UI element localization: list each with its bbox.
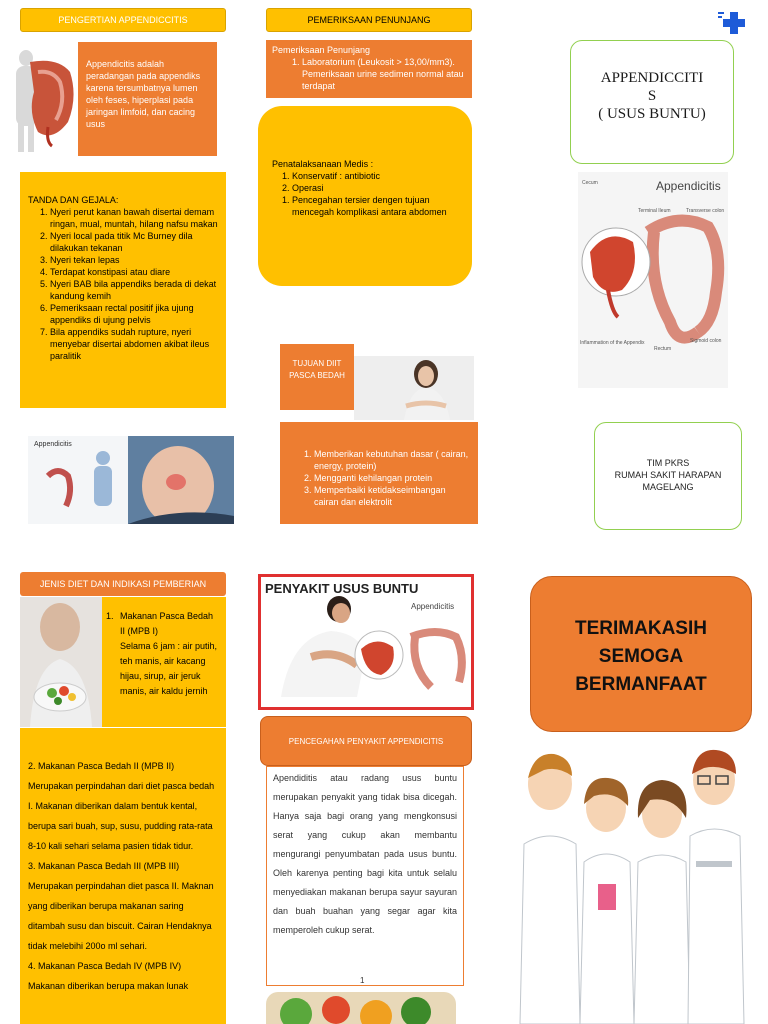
salad-woman-image [20, 597, 102, 727]
mgmt-item: 2. Operasi [292, 182, 458, 194]
page-number: 1 [360, 976, 365, 985]
poster-title: PENYAKIT USUS BUNTU [265, 581, 419, 596]
exam-item: 1. Laboratorium (Leukosit > 13,00/mm3). Pemeriksaan urine sedimen normal atau terdapat [302, 56, 466, 92]
colon-label-transverse: Transverse colon [686, 208, 725, 214]
exam-title: Pemeriksaan Penunjang [272, 45, 371, 55]
mgmt-title: Penatalaksanaan Medis : [272, 159, 374, 169]
mpb1-desc: Selama 6 jam : air putih, teh manis, air kacang hijau, sirup, air jeruk manis, air kaldu jernih [120, 641, 218, 696]
poster-label: Appendicitis [411, 602, 455, 611]
prevention-text-box [266, 766, 464, 986]
thanks-line-3: BERMANFAAT [575, 674, 707, 695]
definition-header: PENGERTIAN APPENDICCITIS [20, 8, 226, 32]
symptom-item: 1. Nyeri perut kanan bawah disertai demam ringan, mual, muntah, hilang nafsu makan [50, 206, 218, 230]
title-line-3: ( USUS BUNTU) [598, 106, 706, 122]
colon-label-rectum: Rectum [654, 346, 672, 352]
symptom-item: 6. Pemeriksaan rectal positif jika ujung appendiks di ujung pelvis [50, 302, 218, 326]
mgmt-list [272, 170, 458, 194]
prevention-text: Apendiditis atau radang usus buntu merupakan penyakit yang tidak bisa dicegah. Hanya saja bagi orang yang mengkonsusi serat yang cukup akan membantu mengurangi penyumbatan pada usus buntu. Oleh karenya penting bagi kita untuk selalu menyediakan makanan berupa sayur sayuran dan buah buahan yang segar agar kita memperoleh cukup serat. [273, 773, 457, 935]
diet-stage-title: 2. Makanan Pasca Bedah II (MPB II) [28, 761, 175, 771]
definition-text: Appendicitis adalah peradangan pada appendiks karena tersumbatnya lumen oleh feses, hiperplasi pada jaringan limfoid, dan cacing usus [86, 59, 201, 129]
colon-label-cecum: Cecum [582, 180, 598, 186]
title-line-2: S [647, 88, 657, 104]
diet-stage-title: 4. Makanan Pasca Bedah IV (MPB IV) [28, 961, 182, 971]
mpb1-box [102, 597, 226, 727]
team-line-2: RUMAH SAKIT HARAPAN [614, 470, 722, 480]
team-line-3: MAGELANG [642, 482, 694, 492]
thanks-line-2: SEMOGA [598, 646, 684, 667]
vegetables-image [266, 992, 456, 1024]
diet-stage-desc: Makanan diberikan berupa makan lunak [28, 981, 189, 991]
symptom-item: 3. Nyeri tekan lepas [50, 254, 218, 266]
colon-label-sigmoid: Sigmoid colon [690, 338, 722, 344]
diet-stages-box [20, 728, 226, 1024]
diet-goal-item: 2. Mengganti kehilangan protein [314, 472, 470, 484]
symptoms-title: TANDA DAN GEJALA: [28, 195, 119, 205]
definition-box [78, 42, 217, 156]
woman-stomach-pain-image [354, 356, 474, 420]
usus-buntu-poster [258, 574, 474, 710]
symptom-item: 7. Bila appendiks sudah rupture, nyeri menyebar disertai abdomen akibat ileus paralitik [50, 326, 218, 362]
diet-goal-item: 1. Memberikan kebutuhan dasar ( cairan, energy, protein) [314, 448, 470, 472]
abdomen-pain-image [28, 436, 234, 524]
colon-label-inflammation: Inflammation of the Appendix [580, 340, 645, 346]
colon-label-terminal-ileum: Terminal Ileum [638, 208, 671, 214]
mgmt-prevention-item: 1. Pencegahan tersier dengen tujuan mencegah komplikasi antara abdomen [292, 194, 458, 218]
colon-diagram-title: Appendicitis [656, 179, 721, 193]
diet-goal-header [280, 344, 354, 410]
mgmt-item: 1. Konservatif : antibiotic [292, 170, 458, 182]
colon-diagram-image [578, 172, 728, 388]
appendix-anatomy-image [8, 42, 78, 154]
exam-box [266, 40, 472, 98]
symptom-item: 5. Nyeri BAB bila appendiks berada di dekat kandung kemih [50, 278, 218, 302]
title-line-1: APPENDICCITI [600, 70, 704, 86]
mpb1-title: Makanan Pasca Bedah II (MPB I) [120, 611, 214, 636]
diet-goals-box [280, 422, 478, 524]
hospital-logo [714, 8, 750, 36]
exam-list [272, 56, 466, 92]
mpb1-item: 1. Makanan Pasca Bedah II (MPB I) Selama 6 jam : air putih, teh manis, air kacang hijau, sirup, air jeruk manis, air kaldu jernih [106, 609, 220, 699]
brochure-title-box [570, 40, 734, 164]
abdomen-image-label: Appendicitis [34, 441, 72, 448]
thanks-box [530, 576, 752, 732]
medical-management-box [258, 106, 472, 286]
symptom-item: 2. Nyeri local pada titik Mc Burney dila dilakukan tekanan [50, 230, 218, 254]
team-box [594, 422, 742, 530]
mgmt-prevention-list [272, 194, 458, 218]
diet-types-header: JENIS DIET DAN INDIKASI PEMBERIAN [20, 572, 226, 596]
thanks-line-1: TERIMAKASIH [575, 618, 707, 639]
medical-team-illustration [514, 744, 746, 1024]
diet-stage-desc: Merupakan perpindahan diet pasca II. Maknan yang diberikan berupa makanan saring ditambah susu dan biscuit. Cairan Hendaknya tidak melebihi 200o ml sehari. [28, 881, 214, 951]
symptoms-box [20, 172, 226, 408]
diet-goal-title: TUJUAN DIIT PASCA BEDAH [289, 359, 345, 380]
diet-stage-title: 3. Makanan Pasca Bedah III (MPB III) [28, 861, 180, 871]
symptom-item: 4. Terdapat konstipasi atau diare [50, 266, 218, 278]
exam-header: PEMERIKSAAN PENUNJANG [266, 8, 472, 32]
diet-goal-item: 3. Memperbaiki ketidakseimbangan cairan dan elektrolit [314, 484, 470, 508]
diet-goals-list [288, 448, 470, 508]
prevention-header: PENCEGAHAN PENYAKIT APPENDICITIS [260, 716, 472, 766]
team-line-1: TIM PKRS [646, 458, 690, 468]
symptoms-list [28, 206, 218, 362]
diet-stage-desc: Merupakan perpindahan dari diet pasca bedah I. Makanan diberikan dalam bentuk kental, berupa sari buah, sup, susu, pudding rata-rata 8-10 kali sehari selama pasien tidak tidur. [28, 781, 215, 851]
